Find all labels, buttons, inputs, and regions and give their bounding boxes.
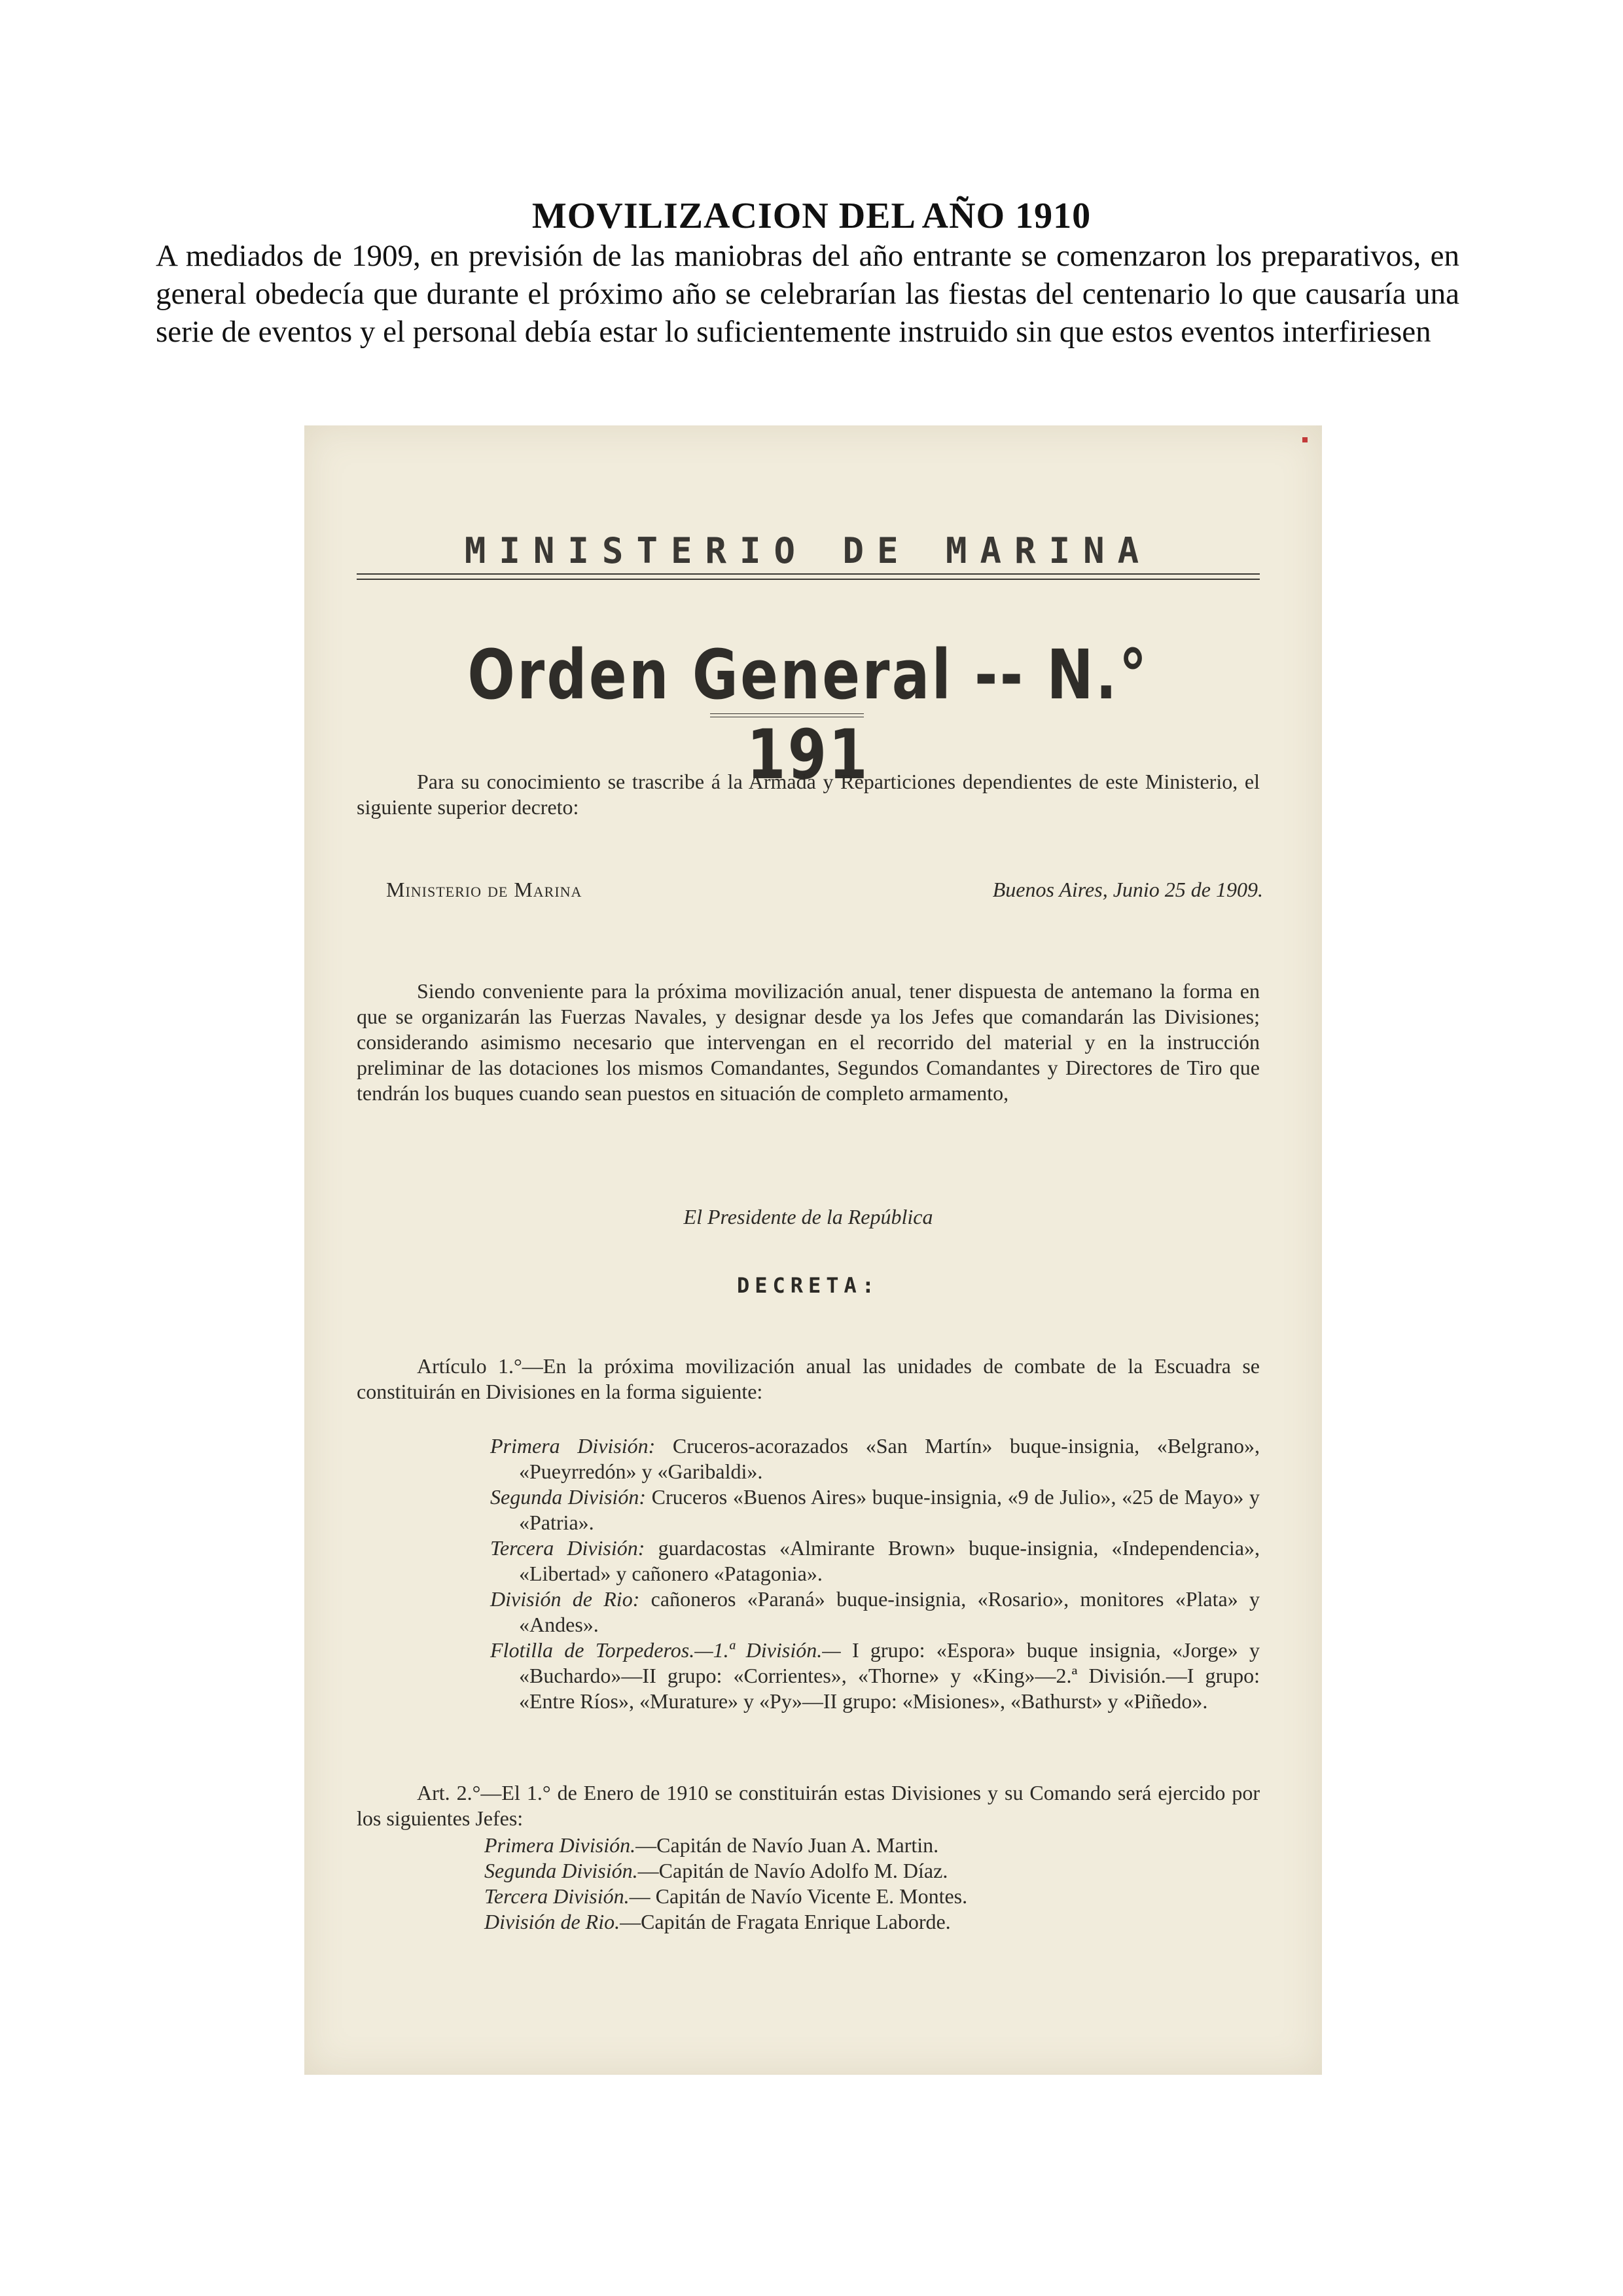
ministry-header: MINISTERIO DE MARINA: [464, 530, 1152, 571]
article-1: Artículo 1.°—En la próxima movilización anual las unidades de combate de la Escuadra se constituirán en Divisiones en la forma siguiente:: [357, 1354, 1260, 1403]
division-text: I grupo: «Espora» buque insignia, «Jorge» y «Buchardo»—II grupo: «Corrientes», «Thorne» y «King»—2.ª División.—I grupo: «Entre Ríos», «Murature» y «Py»—II grupo: «Misiones», «Bathurst» y «Piñedo».: [519, 1638, 1260, 1713]
chief-item: [357, 1909, 1260, 1935]
order-title: Orden General -- N.° 191: [467, 635, 1149, 795]
intro-paragraph: A mediados de 1909, en previsión de las maniobras del año entrante se comenzaron los preparativos, en general obedecía que durante el próximo año se celebrarían las fiestas del centenario lo que causaría una serie de eventos y el personal debía estar lo suficientemente instruido sin que estos eventos interfiriesen: [156, 239, 1459, 349]
dateline-date: Buenos Aires, Junio 25 de 1909.: [992, 878, 1263, 901]
division-text: Cruceros-acorazados «San Martín» buque-insignia, «Belgrano», «Pueyrredón» y «Garibaldi».: [519, 1434, 1260, 1483]
chief-division: Tercera División.: [484, 1884, 630, 1908]
divisions-list: [461, 1433, 1260, 1714]
decreta-heading: DECRETA:: [736, 1273, 880, 1298]
header-rule: [357, 573, 1260, 580]
division-item: [461, 1535, 1260, 1587]
division-item: [461, 1638, 1260, 1714]
division-name: División de Rio:: [490, 1587, 640, 1611]
division-name: Primera División:: [490, 1434, 656, 1458]
division-name: Flotilla de Torpederos.—1.ª División.—: [490, 1638, 841, 1662]
chief-item: [357, 1833, 1260, 1858]
division-text: cañoneros «Paraná» buque-insignia, «Rosario», monitores «Plata» y «Andes».: [519, 1587, 1260, 1636]
chief-name: —Capitán de Navío Juan A. Martin.: [635, 1833, 939, 1857]
chief-division: Primera División.: [484, 1833, 636, 1857]
chief-division: División de Rio.: [484, 1910, 620, 1933]
chief-item: [357, 1884, 1260, 1909]
division-item: [461, 1587, 1260, 1638]
chief-name: —Capitán de Fragata Enrique Laborde.: [620, 1910, 951, 1933]
division-text: guardacostas «Almirante Brown» buque-insignia, «Independencia», «Libertad» y cañonero «Patagonia».: [519, 1536, 1260, 1585]
scanned-order-image: [304, 425, 1322, 2075]
chief-division: Segunda División.: [484, 1859, 638, 1882]
chief-name: — Capitán de Navío Vicente E. Montes.: [629, 1884, 968, 1908]
page-title: MOVILIZACION DEL AÑO 1910: [531, 196, 1092, 236]
article-2: Art. 2.°—El 1.° de Enero de 1910 se constituirán estas Divisiones y su Comando será ejercido por los siguientes Jefes:: [357, 1781, 1260, 1830]
chief-name: —Capitán de Navío Adolfo M. Díaz.: [637, 1859, 948, 1882]
division-item: [461, 1433, 1260, 1484]
president-line: El Presidente de la República: [683, 1205, 933, 1229]
dateline: [386, 877, 1263, 903]
considering-paragraph: Siendo conveniente para la próxima movilización anual, tener dispuesta de antemano la forma en que se organizarán las Fuerzas Navales, y designar desde ya los Jefes que comandarán las Divisiones; considerando asimismo necesario que intervengan en el recorrido del material y en la instrucción preliminar de las dotaciones los mismos Comandantes, Segundos Comandantes y Directores de Tiro que tendrán los buques cuando sean puestos en situación de completo armamento,: [357, 979, 1260, 1105]
red-mark: [1302, 437, 1308, 442]
division-item: [461, 1484, 1260, 1535]
dateline-ministry: Ministerio de Marina: [386, 878, 582, 901]
division-text: Cruceros «Buenos Aires» buque-insignia, «9 de Julio», «25 de Mayo» y «Patria».: [519, 1485, 1260, 1534]
chief-item: [357, 1858, 1260, 1884]
division-name: Segunda División:: [490, 1485, 646, 1509]
title-rule: [710, 713, 864, 717]
division-name: Tercera División:: [490, 1536, 645, 1560]
transcription-paragraph: Para su conocimiento se trascribe á la Armada y Reparticiones dependientes de este Ministerio, el siguiente superior decreto:: [357, 770, 1260, 819]
chiefs-list: [357, 1833, 1260, 1935]
